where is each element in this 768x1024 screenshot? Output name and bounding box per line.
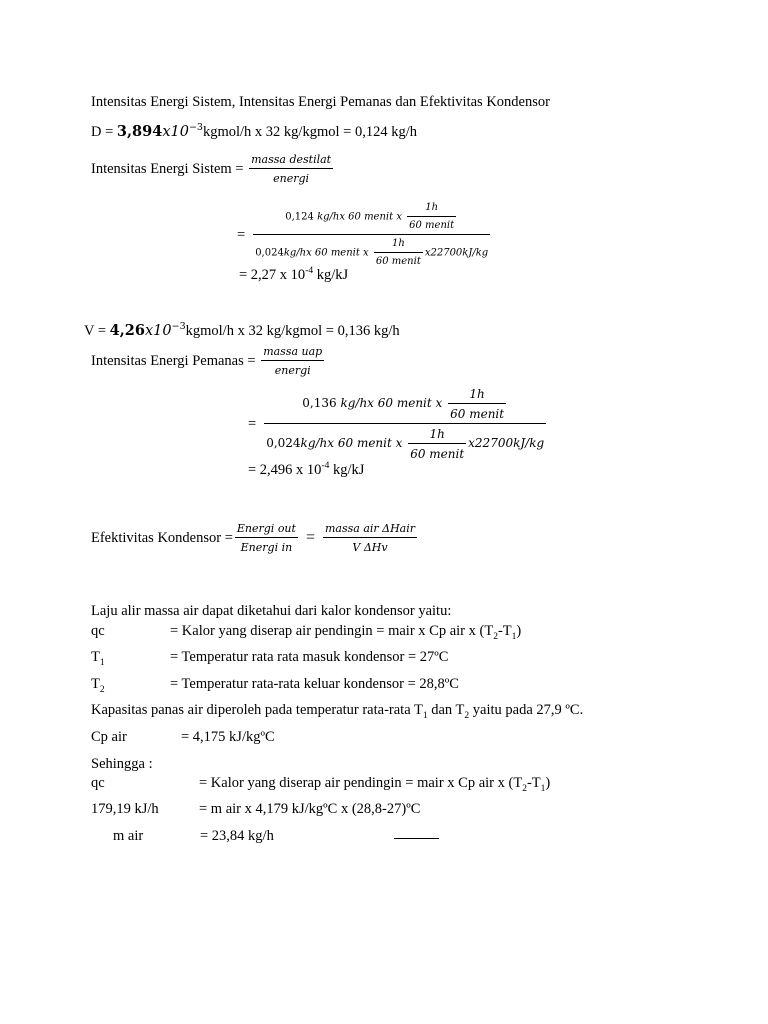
result-underline bbox=[394, 838, 439, 839]
qc2-label: qc bbox=[91, 775, 105, 791]
d-x10: x10 bbox=[162, 124, 189, 140]
efk-equals: = bbox=[305, 529, 315, 546]
laju-intro: Laju alir massa air dapat diketahui dari kalor kondensor yaitu: bbox=[91, 603, 452, 619]
iep-hour-fraction-top: $\frac{1h}{\text{60 menit}}$ bbox=[450, 387, 505, 421]
iep-fraction bbox=[261, 346, 324, 376]
d-value: 3,894 bbox=[116, 123, 163, 140]
ies-numerator: massa destilat bbox=[249, 154, 333, 169]
iep-big-fraction bbox=[248, 388, 548, 460]
ies-main-fraction bbox=[253, 203, 490, 267]
ies-hour-fraction-bottom: $\frac{1h}{\text{60 menit}}$ bbox=[375, 238, 421, 267]
v-lhs: V = bbox=[84, 323, 110, 339]
iep-denominator: energi bbox=[274, 364, 311, 377]
qc-value-definition: = m air x 4,179 kJ/kgºC x (28,8-27)ºC bbox=[199, 801, 421, 817]
v-rest: kgmol/h x 32 kg/kgmol = 0,136 kg/h bbox=[185, 323, 400, 339]
qc-label: qc bbox=[91, 623, 105, 639]
ies-hour-fraction-top: $\frac{1h}{\text{60 menit}}$ bbox=[409, 202, 455, 231]
t1-label: $T_1$ bbox=[91, 649, 105, 668]
ies-result: = 2,27 x $10^{-4}$ kg/kJ bbox=[239, 266, 349, 283]
cp-label: Cp air bbox=[91, 729, 127, 745]
iep-big-numerator: 0,136 kg/hx 60 menit x $\frac{1h}{\text{60 menit}}$ bbox=[264, 388, 546, 424]
t1-definition: = Temperatur rata rata masuk kondensor = 27ºC bbox=[170, 649, 449, 665]
iep-big-denominator: 0,024kg/hx 60 menit x $\frac{1h}{\text{60 menit}}$ x22700kJ/kg bbox=[266, 427, 545, 461]
ies-definition bbox=[91, 154, 335, 184]
qc-definition: = Kalor yang diserap air pendingin = mair x Cp air x $(T_2-T_1)$ bbox=[170, 623, 522, 642]
mair-label: m air bbox=[113, 828, 144, 844]
ies-big-numerator: 0,124 kg/hx 60 menit x $\frac{1h}{\text{60 menit}}$ bbox=[253, 203, 490, 235]
v-exponent: −3 bbox=[171, 321, 186, 333]
d-exponent: −3 bbox=[188, 122, 203, 134]
cp-definition: = 4,175 kJ/kgºC bbox=[181, 729, 275, 745]
d-rest: kgmol/h x 32 kg/kgmol = 0,124 kg/h bbox=[202, 124, 417, 140]
ies-big-fraction bbox=[237, 203, 492, 267]
kapasitas-panas-line: Kapasitas panas air diperoleh pada temperatur rata-rata $T_1$ dan $T_2$ yaitu pada 27,9 ºC. bbox=[91, 702, 584, 721]
efk-fraction-energy: $\frac{\text{Energi out}}{\text{Energi in}}$ bbox=[236, 522, 296, 554]
iep-definition bbox=[91, 346, 326, 376]
v-x10: x10 bbox=[144, 323, 172, 339]
ies-denominator: energi bbox=[273, 172, 310, 185]
qc2-definition: = Kalor yang diserap air pendingin = mair x Cp air x $(T_2-T_1)$ bbox=[199, 775, 551, 794]
sehingga-label: Sehingga : bbox=[91, 756, 153, 772]
ies-equals: = bbox=[237, 226, 246, 243]
iep-result: = 2,496 x $10^{-4}$ kg/kJ bbox=[248, 461, 365, 478]
v-value: 4,26 bbox=[109, 322, 145, 339]
mair-definition: = 23,84 kg/h bbox=[200, 828, 274, 844]
ies-fraction bbox=[249, 154, 333, 184]
iep-numerator: massa uap bbox=[261, 346, 324, 361]
ies-big-denominator: 0,024kg/hx 60 menit x $\frac{1h}{\text{60 menit}}$ x22700kJ/kg bbox=[255, 238, 489, 267]
section-heading: Intensitas Energi Sistem, Intensitas Energi Pemanas dan Efektivitas Kondensor bbox=[91, 94, 550, 110]
iep-equals: = bbox=[248, 415, 257, 432]
ies-label: Intensitas Energi Sistem = bbox=[91, 160, 248, 177]
efektivitas-equation bbox=[91, 523, 419, 553]
d-lhs: D = bbox=[91, 124, 117, 140]
d-equation bbox=[91, 122, 417, 140]
qc-value-label: 179,19 kJ/h bbox=[91, 801, 159, 817]
v-equation bbox=[84, 321, 400, 339]
iep-label: Intensitas Energi Pemanas = bbox=[91, 352, 260, 369]
efk-fraction-enthalpy: $\frac{\text{massa air ΔHair}}{\text{V ΔHv}}$ bbox=[324, 522, 416, 554]
iep-main-fraction bbox=[264, 388, 546, 460]
t2-definition: = Temperatur rata-rata keluar kondensor = 28,8ºC bbox=[170, 676, 459, 692]
iep-hour-fraction-bottom: $\frac{1h}{\text{60 menit}}$ bbox=[410, 427, 465, 461]
efk-label: Efektivitas Kondensor = bbox=[91, 529, 233, 546]
t2-label: $T_2$ bbox=[91, 676, 105, 695]
